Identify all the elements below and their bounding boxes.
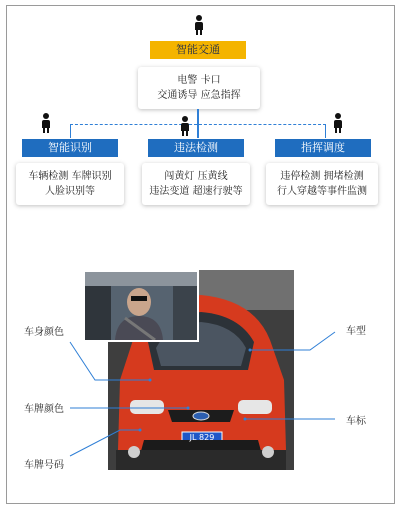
top-card-line2: 交通诱导 应急指挥 [157, 90, 241, 101]
branch-card-line1: 车辆检测 车牌识别 [28, 171, 112, 182]
license-plate-text: JL 829 [189, 433, 215, 442]
top-card-line1: 电警 卡口 [177, 75, 221, 86]
branch-card-line1: 违停检测 拥堵检测 [280, 171, 364, 182]
annotation-logo: 车标 [346, 416, 366, 427]
annotation-model: 车型 [346, 326, 366, 337]
annotation-body-color: 车身颜色 [24, 327, 64, 338]
branch-card-line1: 闯黄灯 压黄线 [164, 171, 228, 182]
branch-title-dispatch: 指挥调度 [275, 139, 371, 157]
top-title: 智能交通 [150, 41, 246, 59]
annotation-plate-number: 车牌号码 [24, 460, 64, 471]
branch-title-violation: 违法检测 [148, 139, 244, 157]
branch-card-line2: 违法变道 超速行驶等 [149, 186, 243, 197]
branch-title-recognition: 智能识别 [22, 139, 118, 157]
branch-card-line2: 人脸识别等 [45, 186, 95, 197]
annotation-plate-color: 车牌颜色 [24, 404, 64, 415]
branch-card-line2: 行人穿越等事件监测 [277, 186, 367, 197]
